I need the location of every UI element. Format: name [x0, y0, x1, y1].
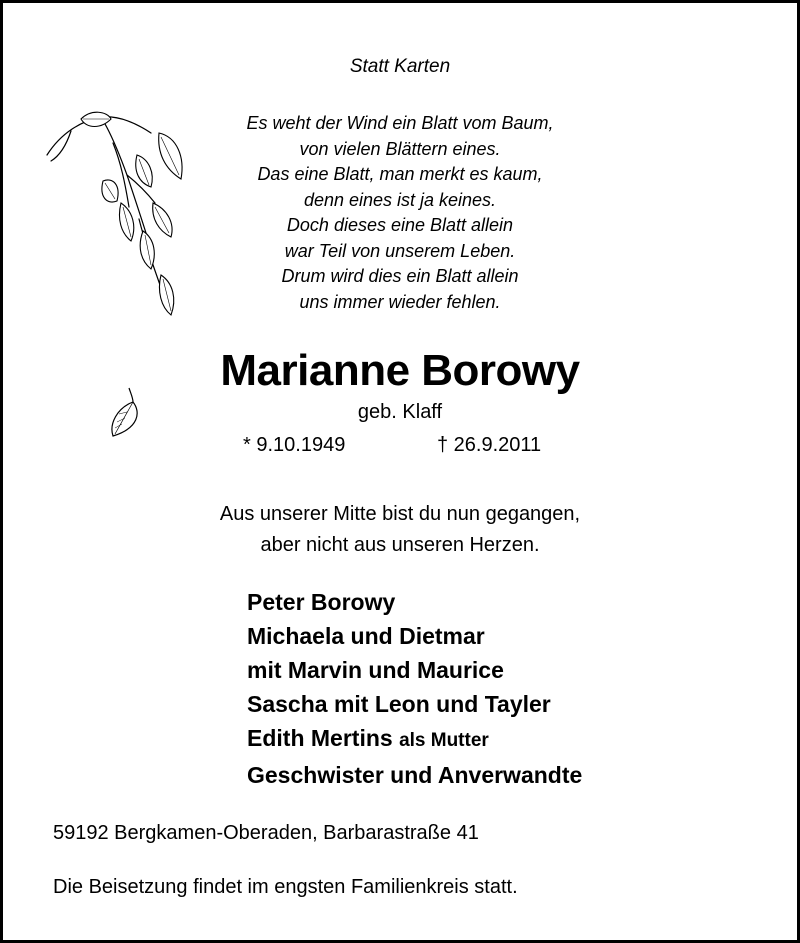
- mourner-name: Edith Mertins: [247, 725, 393, 751]
- notice-heading: Statt Karten: [349, 56, 451, 77]
- mourner-line: Geschwister und Anverwandte: [247, 762, 583, 788]
- mourner-line: Peter Borowy: [247, 589, 396, 615]
- poem-line: Drum wird dies ein Blatt allein: [281, 266, 519, 286]
- poem-line: uns immer wieder fehlen.: [299, 291, 501, 312]
- family-address: 59192 Bergkamen-Oberaden, Barbarastraße 41: [53, 822, 479, 844]
- memorial-quote: [3, 499, 797, 561]
- poem-line: Das eine Blatt, man merkt es kaum,: [257, 164, 543, 184]
- mourner-line: [247, 721, 582, 758]
- quote-line: aber nicht aus unseren Herzen.: [260, 534, 540, 556]
- maiden-name: geb. Klaff: [357, 401, 443, 423]
- mourner-line: Michaela und Dietmar: [247, 623, 485, 649]
- quote-line: Aus unserer Mitte bist du nun gegangen,: [219, 503, 581, 525]
- death-date: † 26.9.2011: [437, 434, 542, 456]
- poem-line: denn eines ist ja keines.: [303, 189, 497, 210]
- deceased-name: Marianne Borowy: [220, 346, 580, 395]
- poem-line: von vielen Blättern eines.: [299, 138, 501, 159]
- burial-note: Die Beisetzung findet im engsten Familienkreis statt.: [53, 876, 518, 898]
- poem: [3, 111, 797, 315]
- birth-date: * 9.10.1949: [243, 434, 346, 456]
- mourner-line: mit Marvin und Maurice: [247, 657, 504, 683]
- mourner-line: Sascha mit Leon und Tayler: [247, 691, 551, 717]
- poem-line: Doch dieses eine Blatt allein: [286, 215, 514, 235]
- poem-line: Es weht der Wind ein Blatt vom Baum,: [246, 113, 554, 133]
- mourner-relation: als Mutter: [399, 730, 489, 751]
- poem-line: war Teil von unserem Leben.: [284, 240, 516, 261]
- mourners-list: [247, 585, 582, 792]
